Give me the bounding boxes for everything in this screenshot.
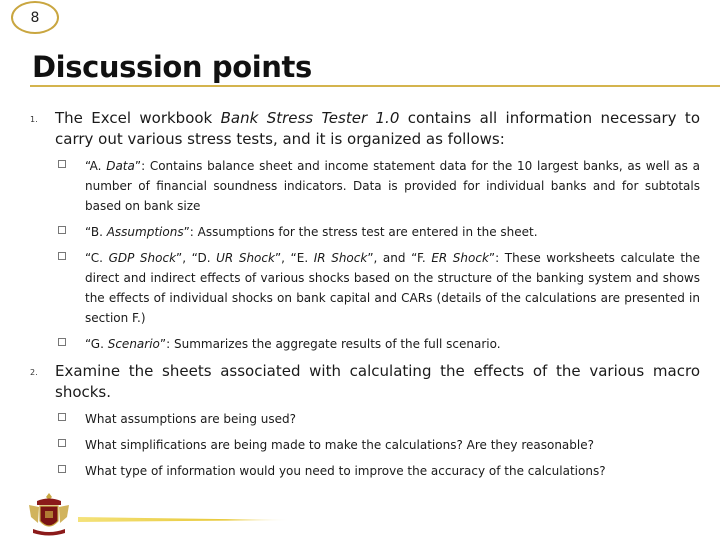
sub-item-data xyxy=(30,156,700,216)
sub-item-text: “G. Scenario”: Summarizes the aggregate results of the full scenario. xyxy=(85,337,501,351)
checkbox-bullet-icon xyxy=(58,160,66,168)
discussion-list xyxy=(30,108,700,487)
checkbox-bullet-icon xyxy=(58,413,66,421)
crest-logo-icon xyxy=(25,491,73,537)
list-number: 1. xyxy=(30,115,38,124)
sub-item-question xyxy=(30,461,700,481)
checkbox-bullet-icon xyxy=(58,439,66,447)
sub-item-text: “B. Assumptions”: Assumptions for the stress test are entered in the sheet. xyxy=(85,225,538,239)
checkbox-bullet-icon xyxy=(58,465,66,473)
checkbox-bullet-icon xyxy=(58,252,66,260)
sub-list xyxy=(30,409,700,481)
list-item-text: The Excel workbook Bank Stress Tester 1.0 contains all information necessary to carry out various stress tests, and it is organized as follows: xyxy=(55,109,700,148)
sub-item-assumptions xyxy=(30,222,700,242)
sub-item-text: What simplifications are being made to make the calculations? Are they reasonable? xyxy=(85,438,594,452)
list-item-1 xyxy=(30,108,700,354)
sub-item-text: What assumptions are being used? xyxy=(85,412,296,426)
footer-accent-bar xyxy=(78,514,290,524)
sub-item-text: What type of information would you need to improve the accuracy of the calculations? xyxy=(85,464,606,478)
page-number: 8 xyxy=(30,9,40,26)
sub-item-text: “C. GDP Shock”, “D. UR Shock”, “E. IR Shock”, and “F. ER Shock”: These worksheets calculate the direct and indirect effects of various shocks based on the structure of the banking system and shows the effects of individual shocks on bank capital and CARs (details of the calculations are presented in section F.) xyxy=(85,251,701,325)
list-number: 2. xyxy=(30,368,38,377)
sub-item-question xyxy=(30,435,700,455)
slide-title: Discussion points xyxy=(32,50,312,84)
list-item-text: Examine the sheets associated with calculating the effects of the various macro shocks. xyxy=(55,362,700,401)
sub-item-shocks xyxy=(30,248,700,328)
sub-list xyxy=(30,156,700,354)
page-number-badge xyxy=(11,1,59,34)
checkbox-bullet-icon xyxy=(58,338,66,346)
sub-item-text: “A. Data”: Contains balance sheet and income statement data for the 10 largest banks, as well as a number of financial soundness indicators. Data is provided for individual banks and for subtotals based on bank size xyxy=(85,159,700,213)
checkbox-bullet-icon xyxy=(58,226,66,234)
title-underline xyxy=(30,85,720,87)
sub-item-scenario xyxy=(30,334,700,354)
list-item-2 xyxy=(30,361,700,481)
sub-item-question xyxy=(30,409,700,429)
workbook-name: Bank Stress Tester 1.0 xyxy=(220,109,400,127)
